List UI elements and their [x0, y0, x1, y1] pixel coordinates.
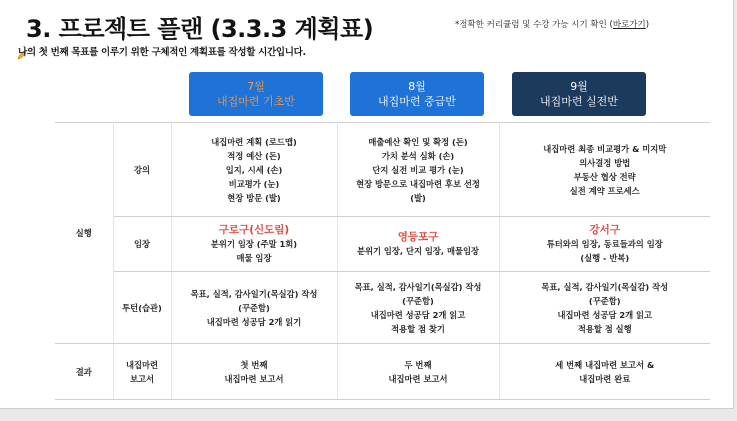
- column-header-september: [512, 72, 646, 116]
- row-label-tutoring: 투턴(습관): [113, 272, 171, 344]
- cell-tutoring-september: 목표, 실적, 감사일기(목실감) 작성 (꾸준함) 내집마련 성공담 2개 읽고 적용할 점 실행: [499, 272, 710, 344]
- table-row-tutoring: [55, 272, 710, 344]
- table-row-report: [55, 344, 710, 400]
- group-label-execution: 실행: [55, 123, 113, 344]
- table-row-lecture: [55, 123, 710, 217]
- cell-report-july: 첫 번째 내집마련 보고서: [171, 344, 337, 400]
- row-label-report: 내집마련 보고서: [113, 344, 171, 400]
- cell-field-august: 영등포구 분위기 임장, 단지 임장, 매물임장: [337, 217, 499, 272]
- column-name: 내집마련 기초반: [217, 95, 295, 108]
- cell-report-september: 세 번째 내집마련 보고서 & 내집마련 완료: [499, 344, 710, 400]
- cell-field-september: 강서구 튜터와의 임장, 동료들과의 임장 (실행 - 반복): [499, 217, 710, 272]
- curriculum-note: [455, 18, 649, 30]
- cell-lecture-july: 내집마련 계획 (로드맵) 적정 예산 (돈) 입지, 시세 (손) 비교평가 (눈) 현장 방문 (발): [171, 123, 337, 217]
- column-header-august: [350, 72, 484, 116]
- column-month: 8월: [408, 80, 426, 93]
- cell-tutoring-august: 목표, 실적, 감사일기(목실감) 작성 (꾸준함) 내집마련 성공담 2개 읽고 적용할 점 찾기: [337, 272, 499, 344]
- column-name: 내집마련 실전반: [540, 95, 618, 108]
- group-label-result: 결과: [55, 344, 113, 400]
- subtitle: 나의 첫 번째 목표를 이루기 위한 구체적인 계획표를 작성할 시간입니다.: [18, 47, 306, 58]
- cell-tutoring-july: 목표, 실적, 감사일기(목실감) 작성 (꾸준함) 내집마련 성공담 2개 읽기: [171, 272, 337, 344]
- shortcut-link[interactable]: 바로가기: [612, 20, 646, 30]
- row-label-field: 임장: [113, 217, 171, 272]
- table-row-field: [55, 217, 710, 272]
- note-close: ): [645, 20, 650, 30]
- cell-report-august: 두 번째 내집마련 보고서: [337, 344, 499, 400]
- column-header-july: [189, 72, 323, 116]
- plan-table: [55, 122, 710, 400]
- cell-lecture-august: 매출예산 확인 및 확정 (돈) 가치 분석 심화 (손) 단지 실전 비교 평가 (눈) 현장 방문으로 내집마련 후보 선정 (발): [337, 123, 499, 217]
- note-text: *정확한 커리큘럼 및 수강 가능 시기 확인 (: [455, 20, 613, 30]
- row-label-lecture: 강의: [113, 123, 171, 217]
- cell-field-july: 구로구(신도림) 분위기 임장 (주말 1회) 매물 임장: [171, 217, 337, 272]
- column-month: 7월: [247, 80, 265, 93]
- cell-lecture-september: 내집마련 최종 비교평가 & 미지막 의사결정 방법 부동산 협상 전략 실전 계약 프로세스: [499, 123, 710, 217]
- column-month: 9월: [570, 80, 588, 93]
- column-name: 내집마련 중급반: [378, 95, 456, 108]
- page-title: 3. 프로젝트 플랜 (3.3.3 계획표): [26, 15, 374, 43]
